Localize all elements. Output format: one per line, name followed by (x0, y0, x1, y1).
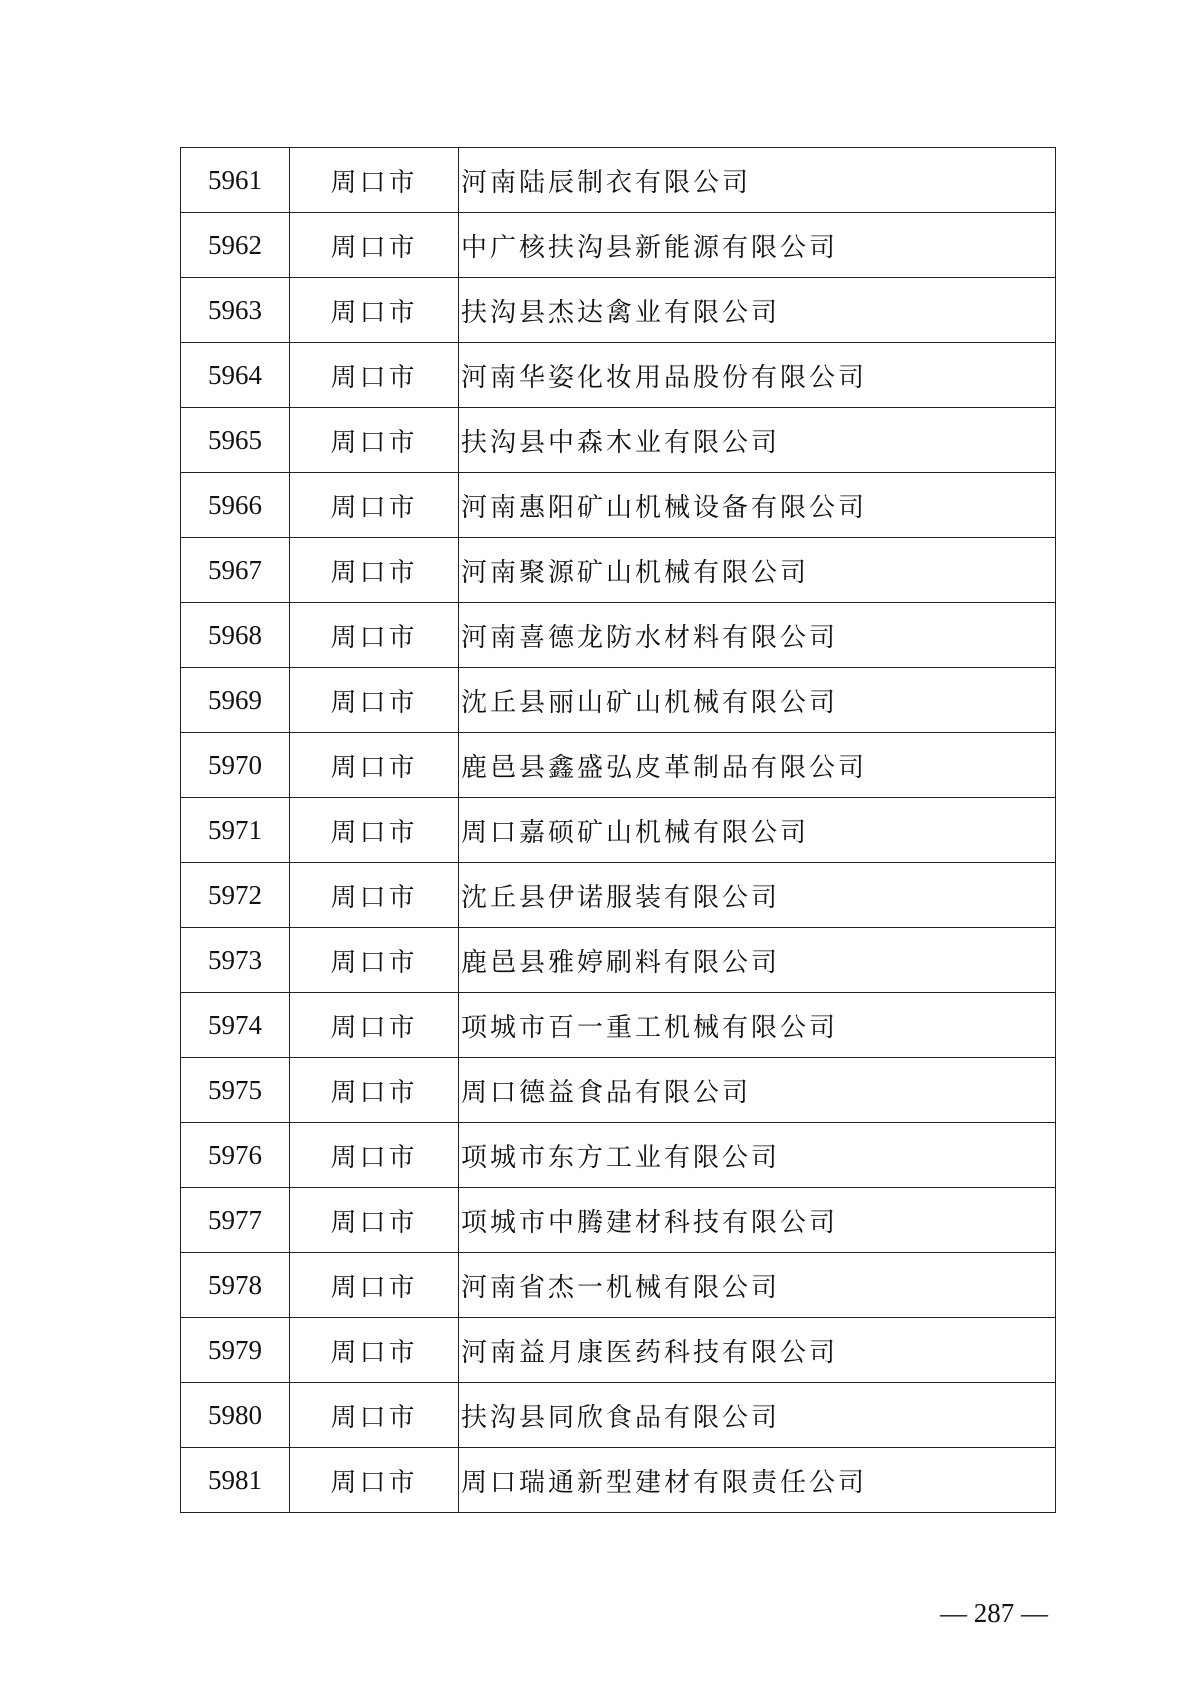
city-cell: 周口市 (290, 1058, 459, 1123)
table-row (181, 1123, 1056, 1188)
table-row (181, 1448, 1056, 1513)
company-name-cell: 扶沟县杰达禽业有限公司 (459, 278, 1056, 343)
table-row (181, 1383, 1056, 1448)
city-cell: 周口市 (290, 148, 459, 213)
city-cell: 周口市 (290, 928, 459, 993)
company-name-cell: 河南喜德龙防水材料有限公司 (459, 603, 1056, 668)
city-cell: 周口市 (290, 1318, 459, 1383)
table-row (181, 863, 1056, 928)
city-cell: 周口市 (290, 1448, 459, 1513)
city-cell: 周口市 (290, 993, 459, 1058)
company-name-cell: 扶沟县同欣食品有限公司 (459, 1383, 1056, 1448)
row-number-cell: 5961 (181, 148, 290, 213)
table-row (181, 993, 1056, 1058)
table-row (181, 538, 1056, 603)
row-number-cell: 5972 (181, 863, 290, 928)
row-number-cell: 5962 (181, 213, 290, 278)
city-cell: 周口市 (290, 213, 459, 278)
row-number-cell: 5968 (181, 603, 290, 668)
row-number-cell: 5981 (181, 1448, 290, 1513)
city-cell: 周口市 (290, 798, 459, 863)
company-name-cell: 鹿邑县鑫盛弘皮革制品有限公司 (459, 733, 1056, 798)
city-cell: 周口市 (290, 343, 459, 408)
city-cell: 周口市 (290, 278, 459, 343)
city-cell: 周口市 (290, 408, 459, 473)
row-number-cell: 5978 (181, 1253, 290, 1318)
table-row (181, 1253, 1056, 1318)
table-row (181, 603, 1056, 668)
table-row (181, 148, 1056, 213)
company-list-table (180, 147, 1056, 1513)
row-number-cell: 5977 (181, 1188, 290, 1253)
row-number-cell: 5973 (181, 928, 290, 993)
company-name-cell: 项城市东方工业有限公司 (459, 1123, 1056, 1188)
row-number-cell: 5963 (181, 278, 290, 343)
company-name-cell: 周口嘉硕矿山机械有限公司 (459, 798, 1056, 863)
row-number-cell: 5980 (181, 1383, 290, 1448)
page-number: — 287 — (940, 1598, 1048, 1628)
company-name-cell: 项城市中腾建材科技有限公司 (459, 1188, 1056, 1253)
row-number-cell: 5965 (181, 408, 290, 473)
company-name-cell: 周口瑞通新型建材有限责任公司 (459, 1448, 1056, 1513)
company-name-cell: 项城市百一重工机械有限公司 (459, 993, 1056, 1058)
city-cell: 周口市 (290, 1188, 459, 1253)
company-name-cell: 河南陆辰制衣有限公司 (459, 148, 1056, 213)
row-number-cell: 5970 (181, 733, 290, 798)
row-number-cell: 5976 (181, 1123, 290, 1188)
city-cell: 周口市 (290, 1383, 459, 1448)
company-list-table-container (180, 147, 1056, 1513)
row-number-cell: 5979 (181, 1318, 290, 1383)
table-row (181, 1058, 1056, 1123)
table-row (181, 733, 1056, 798)
company-name-cell: 沈丘县伊诺服装有限公司 (459, 863, 1056, 928)
row-number-cell: 5969 (181, 668, 290, 733)
row-number-cell: 5974 (181, 993, 290, 1058)
table-row (181, 343, 1056, 408)
table-row (181, 408, 1056, 473)
company-name-cell: 河南聚源矿山机械有限公司 (459, 538, 1056, 603)
row-number-cell: 5967 (181, 538, 290, 603)
company-name-cell: 中广核扶沟县新能源有限公司 (459, 213, 1056, 278)
table-row (181, 1318, 1056, 1383)
company-name-cell: 河南华姿化妆用品股份有限公司 (459, 343, 1056, 408)
company-name-cell: 河南惠阳矿山机械设备有限公司 (459, 473, 1056, 538)
table-row (181, 278, 1056, 343)
city-cell: 周口市 (290, 603, 459, 668)
table-row (181, 1188, 1056, 1253)
company-name-cell: 河南省杰一机械有限公司 (459, 1253, 1056, 1318)
row-number-cell: 5964 (181, 343, 290, 408)
table-row (181, 473, 1056, 538)
company-name-cell: 扶沟县中森木业有限公司 (459, 408, 1056, 473)
table-row (181, 928, 1056, 993)
table-row (181, 213, 1056, 278)
city-cell: 周口市 (290, 1253, 459, 1318)
city-cell: 周口市 (290, 473, 459, 538)
company-name-cell: 周口德益食品有限公司 (459, 1058, 1056, 1123)
row-number-cell: 5975 (181, 1058, 290, 1123)
table-row (181, 668, 1056, 733)
city-cell: 周口市 (290, 863, 459, 928)
company-name-cell: 鹿邑县雅婷刷料有限公司 (459, 928, 1056, 993)
city-cell: 周口市 (290, 538, 459, 603)
table-row (181, 798, 1056, 863)
row-number-cell: 5966 (181, 473, 290, 538)
city-cell: 周口市 (290, 1123, 459, 1188)
city-cell: 周口市 (290, 668, 459, 733)
row-number-cell: 5971 (181, 798, 290, 863)
company-name-cell: 沈丘县丽山矿山机械有限公司 (459, 668, 1056, 733)
company-name-cell: 河南益月康医药科技有限公司 (459, 1318, 1056, 1383)
company-list-table-body (181, 148, 1056, 1513)
city-cell: 周口市 (290, 733, 459, 798)
